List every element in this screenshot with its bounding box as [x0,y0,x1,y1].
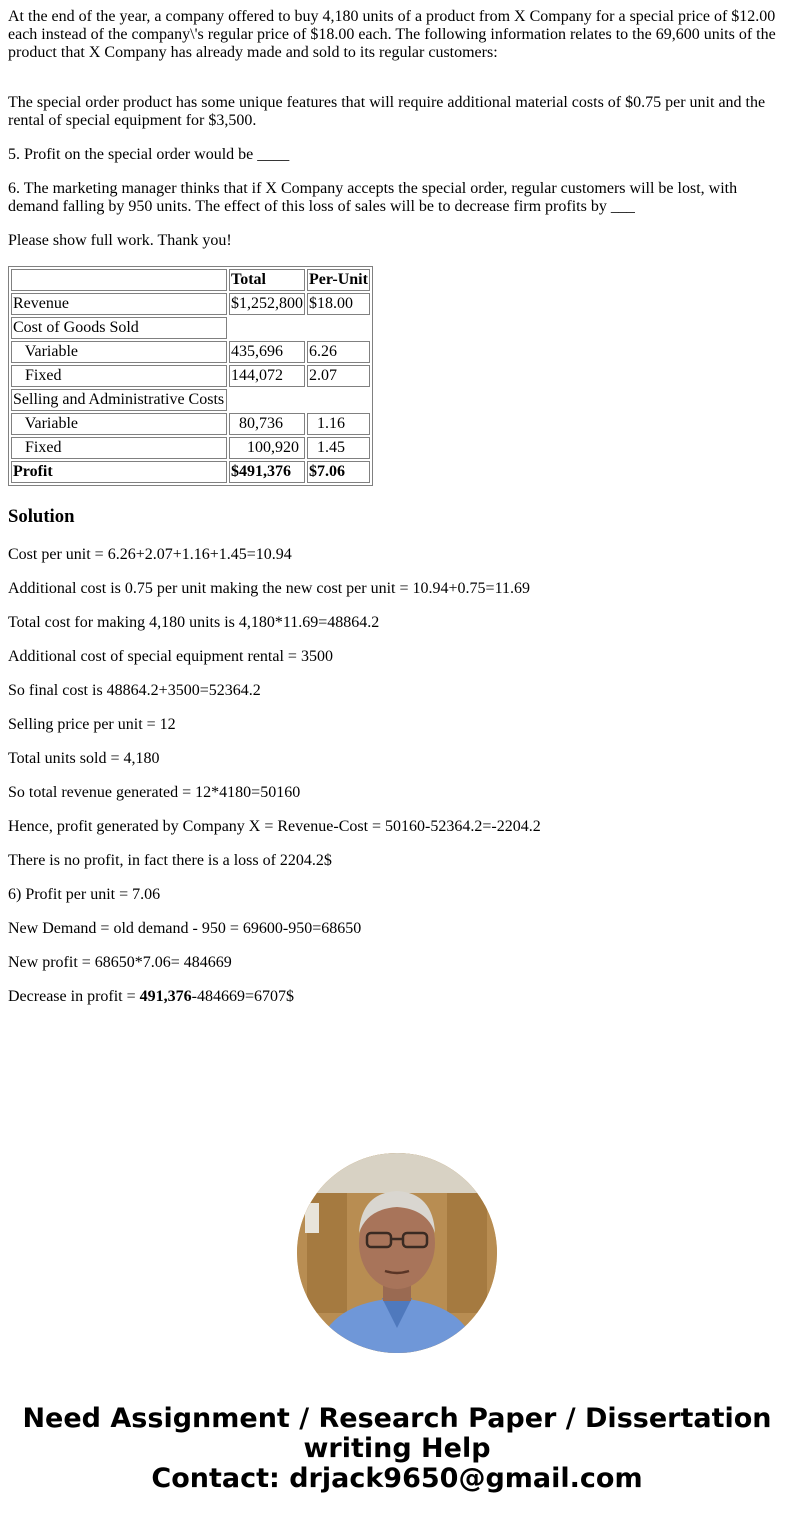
row-unit: $7.06 [307,461,370,483]
solution-line: Selling price per unit = 12 [8,716,176,733]
row-total: $491,376 [229,461,305,483]
banner-line-2: writing Help [303,1433,491,1464]
banner-line-3: Contact: drjack9650@gmail.com [151,1463,643,1494]
solution-line: Additional cost is 0.75 per unit making the new cost per unit = 10.94+0.75=11.69 [8,580,530,597]
table-header-per-unit: Per-Unit [307,269,370,291]
row-label: Cost of Goods Sold [11,317,227,339]
question-special-order: The special order product has some unique features that will require additional material costs of $0.75 per unit and the rental of special equipment for $3,500. [8,94,766,129]
row-label: Variable [11,341,227,363]
question-6: 6. The marketing manager thinks that if X Company accepts the special order, regular customers will be lost, with demand falling by 950 units. The effect of this loss of sales will be to decrease firm profits by ___ [8,180,738,215]
solution-line: There is no profit, in fact there is a loss of 2204.2$ [8,852,332,869]
table-row [11,365,370,387]
table-header-total: Total [229,269,305,291]
solution-line: So total revenue generated = 12*4180=50160 [8,784,301,801]
table-row [11,413,370,435]
solution-line: New profit = 68650*7.06= 484669 [8,954,232,971]
income-table [8,266,373,486]
row-unit: $18.00 [307,293,370,315]
final-bold-value: 491,376 [139,988,192,1005]
row-total: 435,696 [229,341,305,363]
author-portrait-image [297,1153,497,1353]
row-label: Selling and Administrative Costs [11,389,227,411]
row-total [229,389,305,411]
row-unit: 1.16 [307,413,370,435]
solution-line: New Demand = old demand - 950 = 69600-950=68650 [8,920,362,937]
row-label: Fixed [11,437,227,459]
banner-line-1: Need Assignment / Research Paper / Dissertation [22,1403,772,1434]
contact-banner [0,1404,794,1494]
row-label: Fixed [11,365,227,387]
row-unit: 2.07 [307,365,370,387]
solution-line: Total cost for making 4,180 units is 4,180*11.69=48864.2 [8,614,380,631]
solution-final-line [8,988,786,1006]
table-row [11,341,370,363]
table-row [11,293,370,315]
table-row [11,317,370,339]
solution-line: 6) Profit per unit = 7.06 [8,886,161,903]
row-total: 100,920 [229,437,305,459]
final-prefix: Decrease in profit = [8,988,140,1005]
solution-heading: Solution [8,506,75,527]
row-total [229,317,305,339]
solution-line: Cost per unit = 6.26+2.07+1.16+1.45=10.94 [8,546,292,563]
question-5: 5. Profit on the special order would be ____ [8,146,290,163]
question-intro: At the end of the year, a company offered to buy 4,180 units of a product from X Company for a special price of $12.00 each instead of the company\'s regular price of $18.00 each. The following information relates to the 69,600 units of the product that X Company has already made and sold to its regular customers: [8,8,776,61]
solution-line: Total units sold = 4,180 [8,750,160,767]
row-label: Profit [11,461,227,483]
solution-line: So final cost is 48864.2+3500=52364.2 [8,682,261,699]
table-row [11,389,370,411]
row-total: $1,252,800 [229,293,305,315]
spacer [8,78,786,94]
author-photo [297,1153,497,1353]
table-header-row [11,269,370,291]
row-total: 80,736 [229,413,305,435]
row-unit: 6.26 [307,341,370,363]
solution-line: Additional cost of special equipment rental = 3500 [8,648,333,665]
table-row [11,461,370,483]
row-label: Revenue [11,293,227,315]
table-row [11,437,370,459]
solution-line: Hence, profit generated by Company X = Revenue-Cost = 50160-52364.2=-2204.2 [8,818,541,835]
row-total: 144,072 [229,365,305,387]
question-thanks: Please show full work. Thank you! [8,232,232,249]
row-label: Variable [11,413,227,435]
row-unit: 1.45 [307,437,370,459]
table-header-blank [11,269,227,291]
row-unit [307,389,370,411]
row-unit [307,317,370,339]
final-suffix: -484669=6707$ [191,988,294,1005]
